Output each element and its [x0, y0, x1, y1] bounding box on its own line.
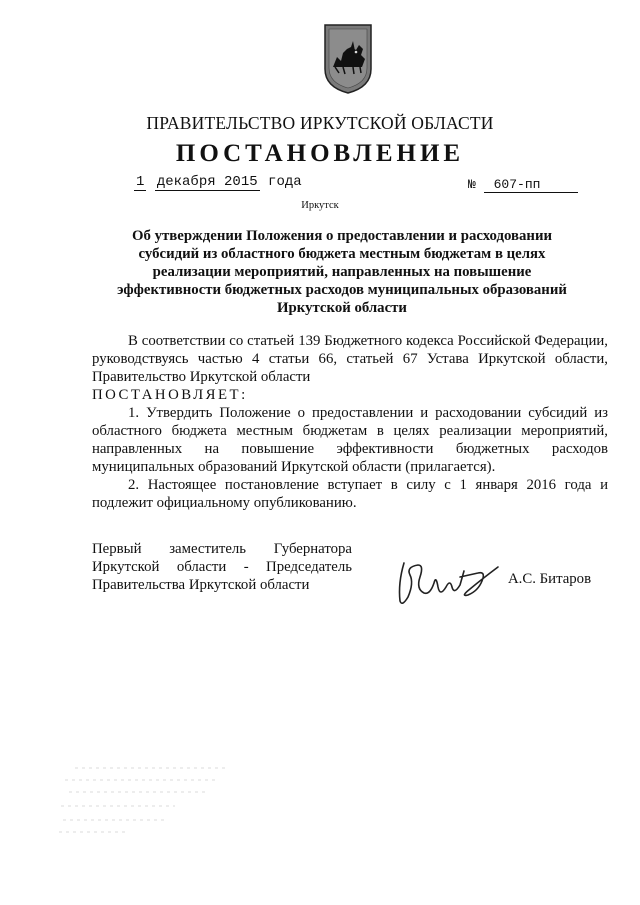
date-month-year: декабря 2015 [156, 174, 258, 190]
item-2-paragraph: 2. Настоящее постановление вступает в силу с 1 января 2016 года и подлежит официальному опубликованию. [92, 477, 608, 511]
government-title: ПРАВИТЕЛЬСТВО ИРКУТСКОЙ ОБЛАСТИ [146, 113, 494, 133]
handwritten-signature-icon [390, 553, 510, 613]
signatory-name: А.С. Битаров [508, 571, 592, 587]
position-line: Правительства Иркутской области [92, 577, 310, 593]
coat-of-arms-icon [323, 23, 373, 95]
document-date [134, 174, 302, 190]
faded-stamp-icon [55, 760, 235, 840]
city-name: Иркутск [301, 200, 339, 211]
number-sign: № [468, 177, 476, 192]
document-number [468, 177, 578, 193]
date-suffix: года [268, 174, 302, 190]
signatory-position [92, 540, 352, 594]
subject-line: реализации мероприятий, направленных на повышение [152, 264, 532, 280]
subject-line: Иркутской области [277, 300, 407, 316]
subject-line: эффективности бюджетных расходов муниципальных образований [117, 282, 567, 298]
resolve-heading: ПОСТАНОВЛЯЕТ: [92, 387, 248, 403]
document-type-title: ПОСТАНОВЛЕНИЕ [175, 140, 465, 167]
position-line: Первый заместитель Губернатора [92, 541, 352, 557]
item-1-paragraph: 1. Утвердить Положение о предоставлении и расходовании субсидий из областного бюджета местным бюджетам в целях реализации мероприятий, направленных на повышение эффективности бюджетных расходов муниципальных образований Иркутской области (прилагается). [92, 405, 608, 475]
document-subject [92, 227, 592, 317]
subject-line: субсидий из областного бюджета местным бюджетам в целях [138, 246, 546, 262]
position-line: Иркутской области - Председатель [92, 559, 352, 575]
number-value: 607-пп [484, 177, 578, 193]
subject-line: Об утверждении Положения о предоставлении и расходовании [132, 228, 552, 244]
date-day: 1 [136, 174, 145, 190]
document-body [92, 332, 608, 512]
preamble-paragraph: В соответствии со статьей 139 Бюджетного кодекса Российской Федерации, руководствуясь частью 4 статьи 66, статьей 67 Устава Иркутской области, Правительство Иркутской области [92, 333, 608, 385]
